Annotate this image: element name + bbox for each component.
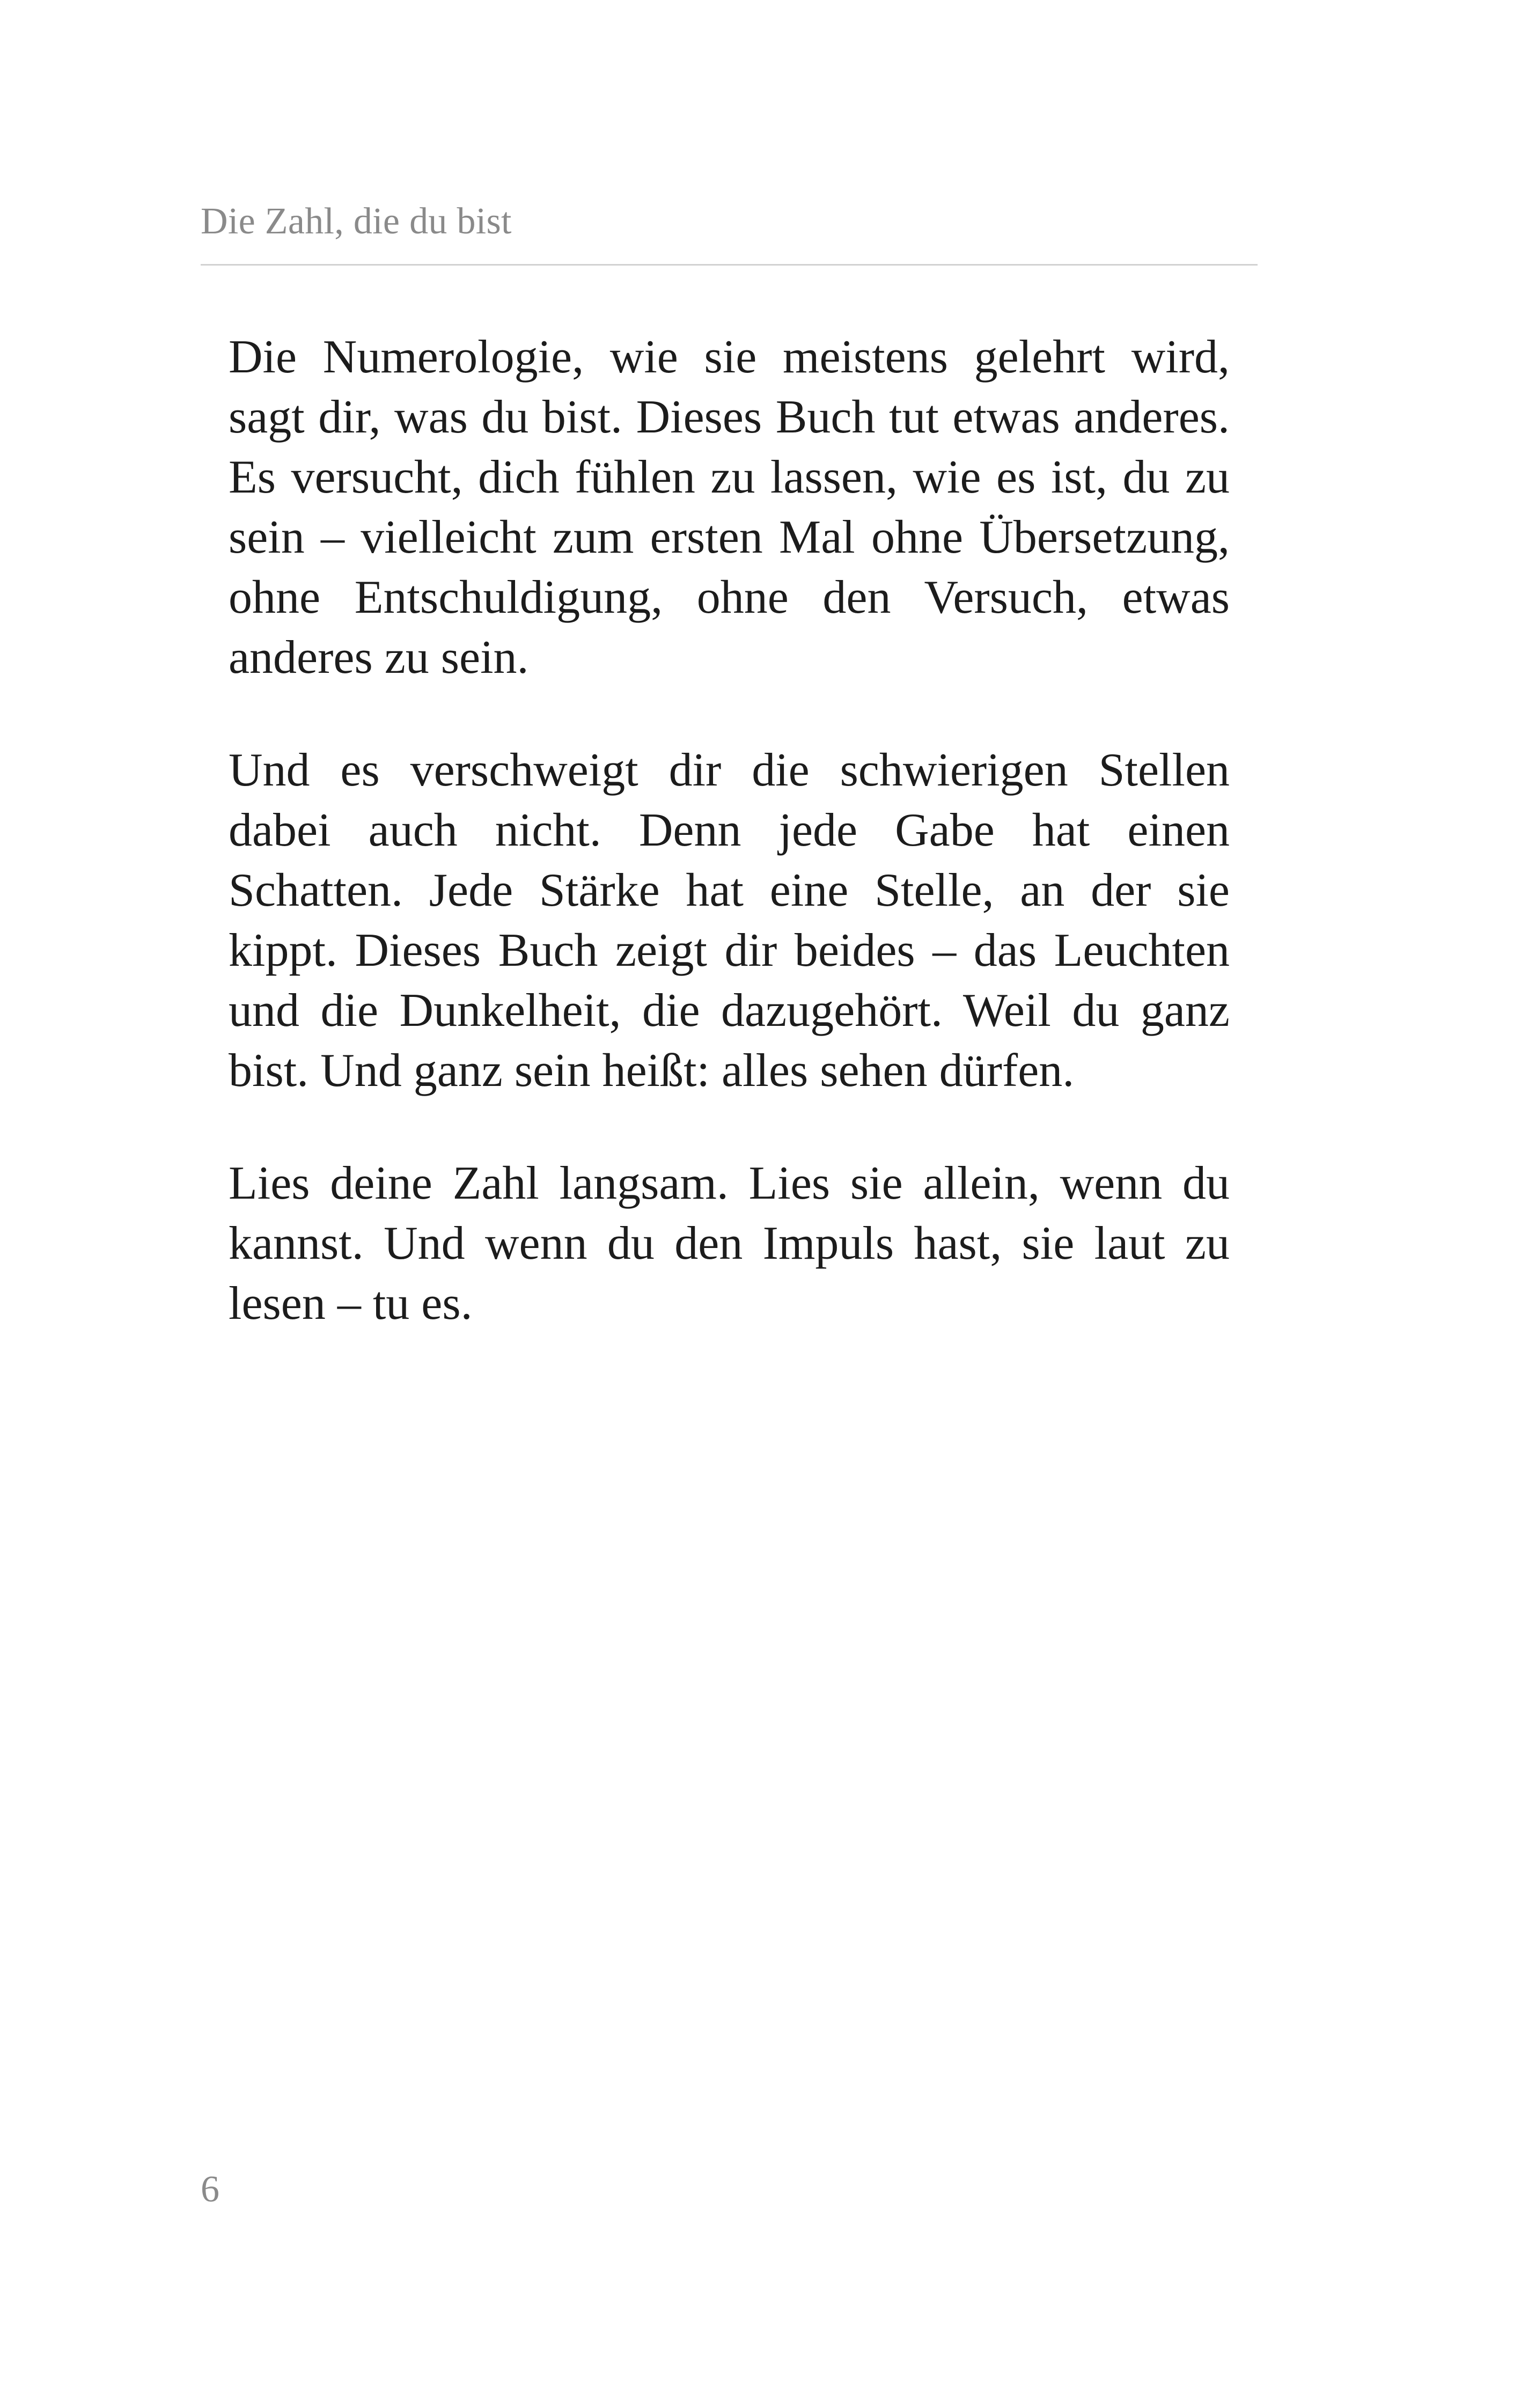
running-header: Die Zahl, die du bist [201,201,512,242]
page-number: 6 [201,2169,219,2210]
paragraph-2: Und es verschweigt dir die schwierigen Stellen dabei auch nicht. Denn jede Gabe hat einen Schatten. Jede Stärke hat eine Stelle, an der sie kippt. Dieses Buch zeigt dir beides – das Leuchten und die Dunkelheit, die dazugehört. Weil du ganz bist. Und ganz sein heißt: alles sehen dürfen. [229,744,1230,1097]
header-divider [201,264,1258,266]
paragraph-1: Die Numerologie, wie sie meistens gelehrt wird, sagt dir, was du bist. Dieses Buch tut etwas anderes. Es versucht, dich fühlen zu lassen, wie es ist, du zu sein – vielleicht zum ersten Mal ohne Übersetzung, ohne Entschuldigung, ohne den Versuch, etwas anderes zu sein. [229,331,1230,684]
paragraph-3: Lies deine Zahl langsam. Lies sie allein, wenn du kannst. Und wenn du den Impuls hast, sie laut zu lesen – tu es. [229,1157,1230,1330]
body-text [229,327,1230,1334]
